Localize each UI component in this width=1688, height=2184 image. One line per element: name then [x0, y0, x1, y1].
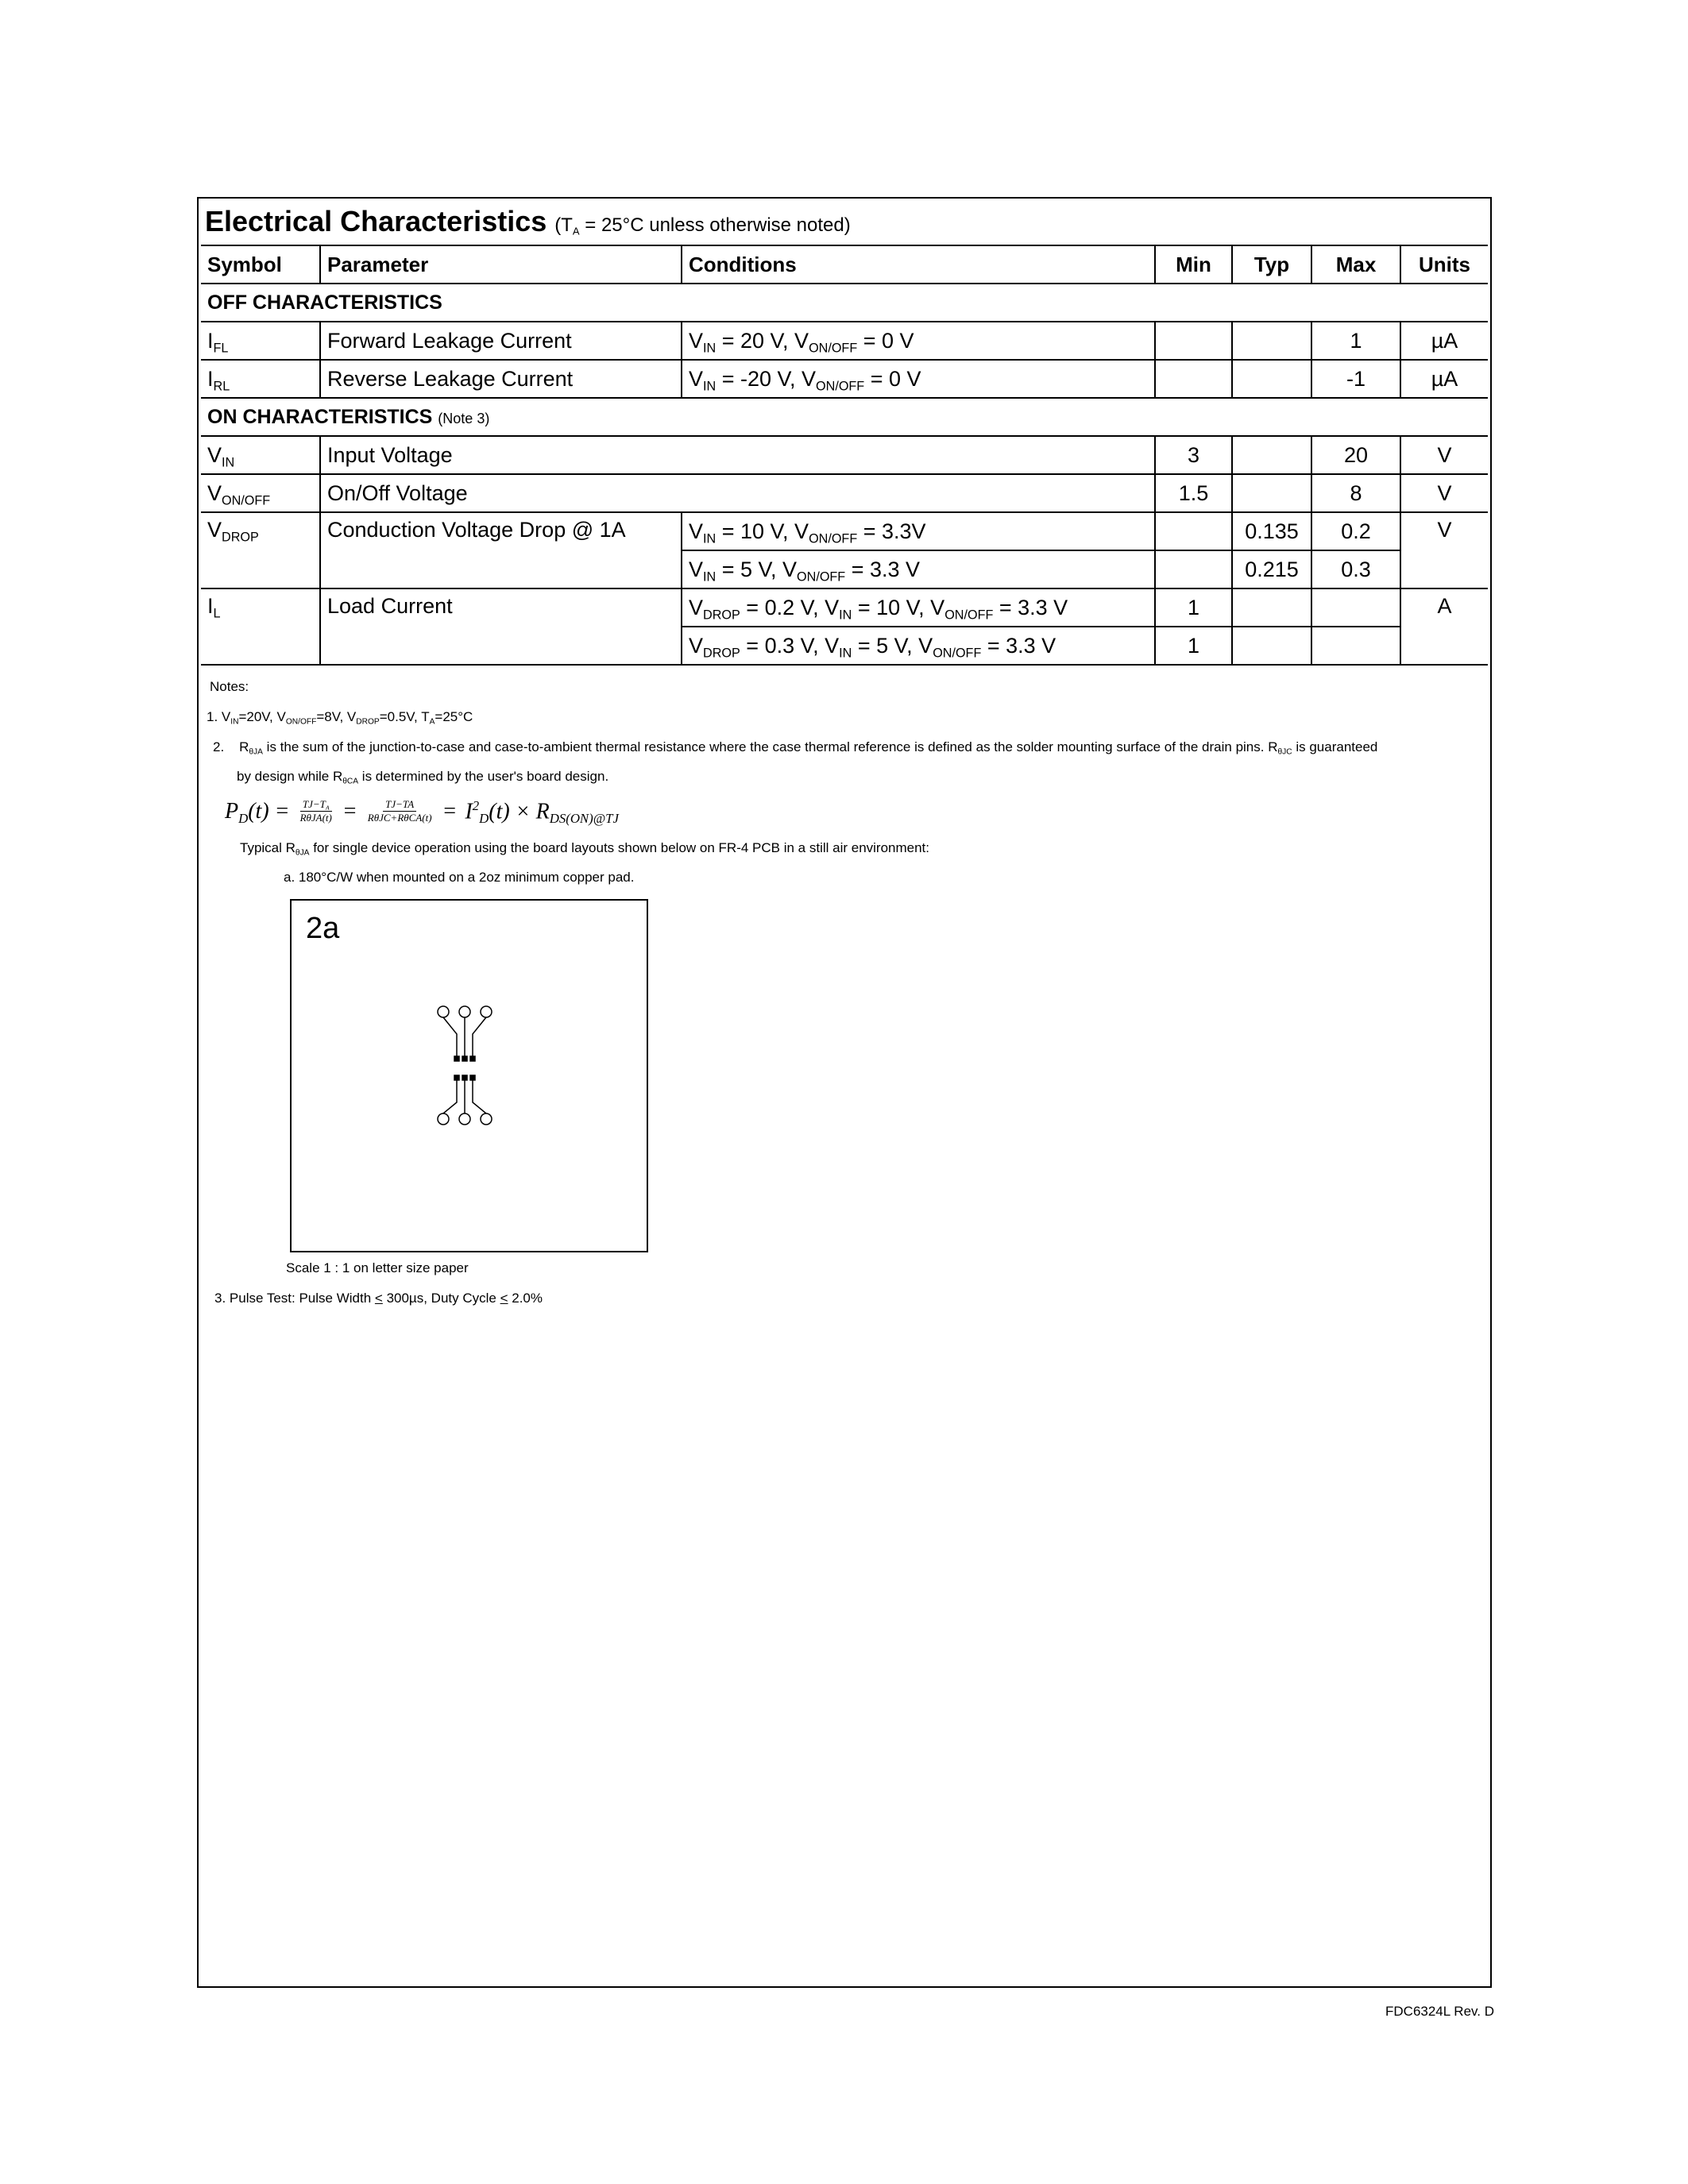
notes-heading: Notes: [210, 679, 249, 694]
note-2a-item: a. 180°C/W when mounted on a 2oz minimum copper pad. [284, 870, 635, 885]
note-2-continuation: by design while $R_{\theta CA}$ is determined by the user's board design. [237, 769, 609, 786]
typ-cell: 0.215 [1232, 550, 1311, 588]
trace-top-right [473, 1017, 486, 1056]
conditions-cell: $V_{IN} = 20$ V, $V_{ON/OFF} = 0$ V [682, 322, 1155, 360]
pad-top-left [438, 1006, 449, 1017]
symbol-cell: $V_{ON/OFF}$ [201, 474, 320, 512]
pin-top-1 [454, 1056, 459, 1061]
max-cell: 0.3 [1311, 550, 1400, 588]
header-parameter: Parameter [320, 245, 682, 284]
section-row-off [201, 284, 1488, 322]
formula-lhs: $P_D(t)$ = [225, 798, 290, 826]
symbol-cell: $I_L$ [201, 588, 320, 665]
footer-revision: FDC6324L Rev. D [1385, 2004, 1494, 2019]
trace-bottom-left [443, 1080, 457, 1113]
formula-equals-2: = [442, 798, 458, 824]
min-cell: 3 [1155, 436, 1232, 474]
header-symbol: Symbol [201, 245, 320, 284]
typ-cell [1232, 588, 1311, 627]
symbol-cell: $I_{FL}$ [201, 322, 320, 360]
header-conditions: Conditions [682, 245, 1155, 284]
conditions-cell: $V_{IN} = -20$ V, $V_{ON/OFF} = 0$ V [682, 360, 1155, 398]
note-2: 2. $R_{\theta JA}$ is the sum of the junction-to-case and case-to-ambient thermal resistance where the case thermal reference is defined as the solder mounting surface of the drain pins. $R_{\theta JC}$ is guaranteed [213, 739, 1378, 757]
pin-bottom-2 [462, 1075, 467, 1080]
formula-fraction-2: $\frac{TJ-TA}{\text{RθJC+RθCA(t)}}$ [367, 798, 432, 824]
conditions-cell: $V_{IN} = 5$ V, $V_{ON/OFF} = 3.3$ V [682, 550, 1155, 588]
units-cell: µA [1400, 360, 1488, 398]
symbol-cell: $I_{RL}$ [201, 360, 320, 398]
symbol-cell: $V_{DROP}$ [201, 512, 320, 588]
max-cell: -1 [1311, 360, 1400, 398]
max-cell [1311, 627, 1400, 665]
min-cell: 1 [1155, 627, 1232, 665]
max-cell: 8 [1311, 474, 1400, 512]
pin-bottom-1 [454, 1075, 459, 1080]
trace-bottom-right [473, 1080, 486, 1113]
parameter-cell: On/Off Voltage [320, 474, 1155, 512]
pad-bottom-center [459, 1113, 470, 1125]
pad-top-right [481, 1006, 492, 1017]
table-row [201, 360, 1488, 398]
formula-rhs: $I^2_D(t) \times R_{DS(ON)@TJ}$ [465, 798, 619, 827]
table-row [201, 588, 1488, 627]
pad-bottom-left [438, 1113, 449, 1125]
max-cell: 1 [1311, 322, 1400, 360]
parameter-cell: Forward Leakage Current [320, 322, 682, 360]
board-label: 2a [306, 912, 340, 945]
table-header-row [201, 245, 1488, 284]
note-1: 1. $V_{IN}=20V$, $V_{ON/OFF}=8V$, $V_{DROP}=0.5V$, $T_A=25^\circ C$ [207, 709, 473, 727]
min-cell: 1.5 [1155, 474, 1232, 512]
conditions-cell: $V_{IN} = 10$ V, $V_{ON/OFF} = 3.3V$ [682, 512, 1155, 550]
table-row [201, 474, 1488, 512]
conditions-cell: $V_{DROP} = 0.2$ V, $V_{IN} = 10$ V, $V_{ON/OFF} = 3.3$ V [682, 588, 1155, 627]
on-characteristics-label: ON CHARACTERISTICS (Note 3) [201, 398, 1488, 436]
scale-caption: Scale 1 : 1 on letter size paper [286, 1260, 469, 1275]
pad-bottom-right [481, 1113, 492, 1125]
pin-top-3 [470, 1056, 475, 1061]
units-cell: V [1400, 512, 1488, 588]
thermal-formula [225, 798, 619, 827]
max-cell: 0.2 [1311, 512, 1400, 550]
max-cell [1311, 588, 1400, 627]
units-cell: A [1400, 588, 1488, 665]
formula-equals: = [342, 798, 357, 824]
parameter-cell: Reverse Leakage Current [320, 360, 682, 398]
typ-cell [1232, 474, 1311, 512]
pad-top-center [459, 1006, 470, 1017]
min-cell [1155, 512, 1232, 550]
typ-cell [1232, 436, 1311, 474]
units-cell: V [1400, 436, 1488, 474]
pin-top-2 [462, 1056, 467, 1061]
symbol-cell: $V_{IN}$ [201, 436, 320, 474]
units-cell: V [1400, 474, 1488, 512]
min-cell [1155, 360, 1232, 398]
trace-top-left [443, 1017, 457, 1056]
typical-thermal-text: Typical $R_{\theta JA}$ for single device operation using the board layouts shown below on FR-4 PCB in a still air environment: [240, 840, 930, 858]
header-max: Max [1311, 245, 1400, 284]
pin-bottom-3 [470, 1075, 475, 1080]
typ-cell: 0.135 [1232, 512, 1311, 550]
units-cell: µA [1400, 322, 1488, 360]
header-min: Min [1155, 245, 1232, 284]
parameter-cell: Conduction Voltage Drop @ 1A [320, 512, 682, 588]
section-heading [205, 205, 851, 238]
max-cell: 20 [1311, 436, 1400, 474]
typ-cell [1232, 360, 1311, 398]
table-row [201, 512, 1488, 550]
board-layout-figure [290, 899, 648, 1252]
off-characteristics-label: OFF CHARACTERISTICS [201, 284, 1488, 322]
table-row [201, 322, 1488, 360]
heading-condition: ($T_A = 25^\circ C$ unless otherwise noted) [554, 214, 851, 237]
heading-title: Electrical Characteristics [205, 205, 547, 237]
header-typ: Typ [1232, 245, 1311, 284]
pcb-footprint-drawing [292, 901, 650, 1254]
section-row-on [201, 398, 1488, 436]
header-units: Units [1400, 245, 1488, 284]
parameter-cell: Input Voltage [320, 436, 1155, 474]
min-cell [1155, 322, 1232, 360]
typ-cell [1232, 627, 1311, 665]
typ-cell [1232, 322, 1311, 360]
parameter-cell: Load Current [320, 588, 682, 665]
electrical-characteristics-table [201, 245, 1488, 666]
min-cell: 1 [1155, 588, 1232, 627]
formula-fraction-1: $\frac{TJ-T_A}{\text{RθJA(t)}}$ [299, 798, 332, 824]
table-row [201, 436, 1488, 474]
conditions-cell: $V_{DROP} = 0.3$ V, $V_{IN} = 5$ V, $V_{ON/OFF} = 3.3$ V [682, 627, 1155, 665]
note-3: 3. Pulse Test: Pulse Width < 300µs, Duty Cycle < 2.0% [214, 1291, 543, 1306]
min-cell [1155, 550, 1232, 588]
